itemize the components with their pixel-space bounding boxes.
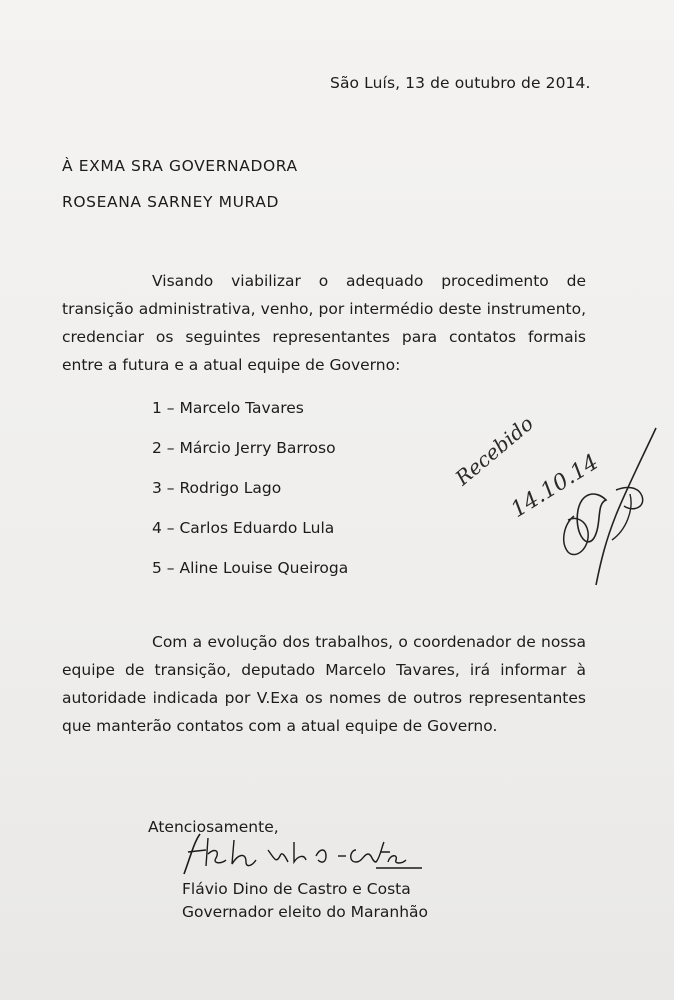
receipt-signature-scribble	[456, 420, 666, 590]
closing-line: Atenciosamente,	[148, 818, 279, 836]
date-line: São Luís, 13 de outubro de 2014.	[330, 74, 591, 92]
receipt-note-date: 14.10.14	[506, 449, 604, 523]
recipient-name: ROSEANA SARNEY MURAD	[62, 193, 280, 211]
signature	[176, 828, 426, 878]
signer-block	[182, 878, 428, 924]
body-paragraph-1: Visando viabilizar o adequado procedimento de transição administrativa, venho, por intermédio deste instrumento, credenciar os seguintes representantes para contatos formais entre a futura e a atual equipe de Governo:	[62, 272, 586, 374]
recipient-title: À EXMA SRA GOVERNADORA	[62, 157, 298, 175]
list-item: 1 – Marcelo Tavares	[152, 399, 304, 417]
signer-title: Governador eleito do Maranhão	[182, 903, 429, 921]
list-item: 2 – Márcio Jerry Barroso	[152, 439, 336, 457]
representatives-list	[152, 396, 348, 596]
receipt-note-word: Recebido	[450, 411, 538, 490]
list-item: 5 – Aline Louise Queiroga	[152, 559, 349, 577]
list-item: 3 – Rodrigo Lago	[152, 479, 282, 497]
body-paragraph-2: Com a evolução dos trabalhos, o coordenador de nossa equipe de transição, deputado Marcelo Tavares, irá informar à autoridade indicada por V.Exa os nomes de outros representantes que manterão contatos com a atual equipe de Governo.	[62, 633, 586, 735]
signer-name: Flávio Dino de Castro e Costa	[182, 880, 411, 898]
list-item: 4 – Carlos Eduardo Lula	[152, 519, 335, 537]
